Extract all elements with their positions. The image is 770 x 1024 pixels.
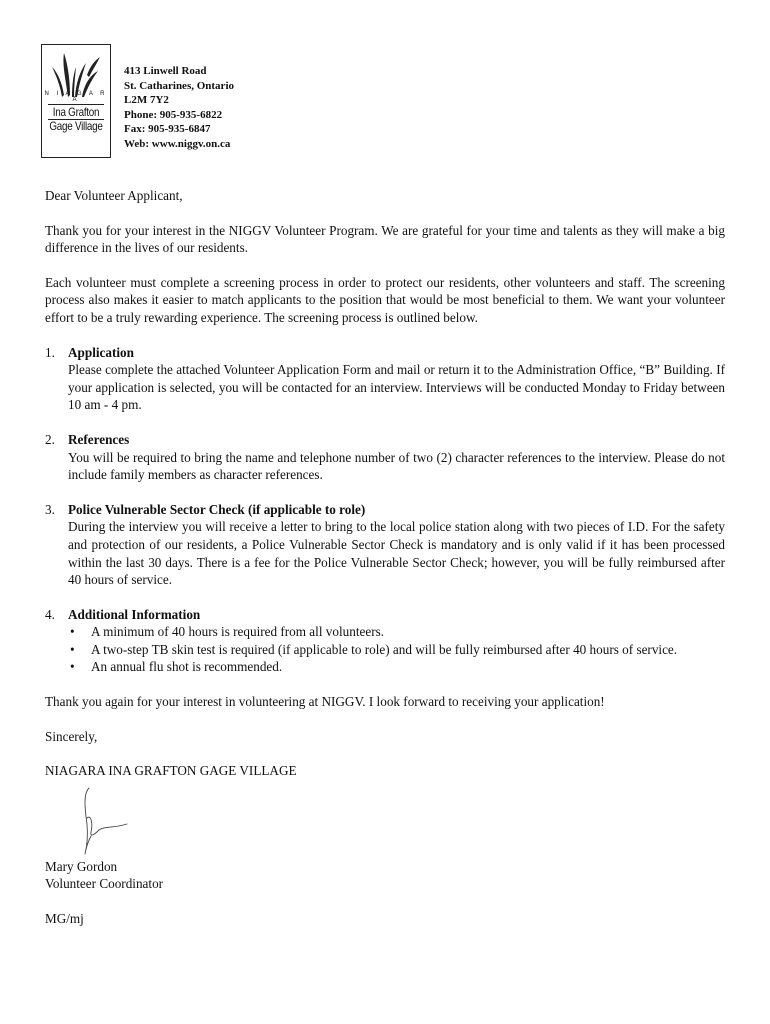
organization-logo xyxy=(41,44,111,158)
signer-name: Mary Gordon xyxy=(45,858,118,874)
logo-line-1: Ina Grafton xyxy=(52,105,100,119)
letterhead-address xyxy=(124,64,234,152)
address-city: St. Catharines, Ontario xyxy=(124,79,234,92)
screening-paragraph: Each volunteer must complete a screening process in order to protect our residents, other volunteers and staff. The screening process also makes it easier to match applicants to the position that would be most beneficial to them. We want your volunteer effort to be a truly rewarding experience. The screening process is outlined below. xyxy=(45,274,725,325)
salutation: Dear Volunteer Applicant, xyxy=(45,188,183,203)
list-item: • An annual flu shot is recommended. xyxy=(68,658,725,676)
step-text: Please complete the attached Volunteer Application Form and mail or return it to the Administration Office, “B” Building. If your application is selected, you will be contacted for an interview. Interviews will be conducted Monday to Friday between 10 am - 4 pm. xyxy=(68,362,725,413)
step-number: 2. xyxy=(45,431,55,447)
address-phone: Phone: 905-935-6822 xyxy=(124,108,223,121)
additional-info-list xyxy=(68,623,725,676)
step-additional-info xyxy=(45,606,725,676)
step-title: Application xyxy=(68,344,134,360)
letter-body xyxy=(45,187,725,928)
address-postal-code: L2M 7Y2 xyxy=(124,94,169,107)
logo-niagara-text: N I A G A R A xyxy=(44,91,108,103)
step-police-check xyxy=(45,501,725,589)
step-title: Additional Information xyxy=(68,606,201,622)
step-title: Police Vulnerable Sector Check (if applicable to role) xyxy=(68,501,366,517)
intro-paragraph: Thank you for your interest in the NIGGV Volunteer Program. We are grateful for your time and talents as they will make a big difference in the lives of our residents. xyxy=(45,222,725,256)
sign-off: Sincerely, xyxy=(45,728,98,744)
step-text: During the interview you will receive a letter to bring to the local police station along with two pieces of I.D. For the safety and protection of our residents, a Police Vulnerable Sector Check is mandatory and is only valid if it has been processed within the last 30 days. There is a fee for the Police Vulnerable Sector Check; however, you will be fully reimbursed after 40 hours of service. xyxy=(68,519,725,588)
step-application xyxy=(45,344,725,414)
step-number: 1. xyxy=(45,344,55,360)
step-number: 3. xyxy=(45,501,55,517)
step-title: References xyxy=(68,431,130,447)
signature xyxy=(45,780,725,858)
step-number: 4. xyxy=(45,606,55,622)
closing-thanks: Thank you again for your interest in volunteering at NIGGV. I look forward to receiving your application! xyxy=(45,694,605,710)
address-fax: Fax: 905-935-6847 xyxy=(124,123,211,136)
address-street: 413 Linwell Road xyxy=(124,65,207,77)
reference-initials: MG/mj xyxy=(45,911,84,927)
address-web: Web: www.niggv.on.ca xyxy=(124,137,231,150)
signer-title: Volunteer Coordinator xyxy=(45,876,164,892)
logo-line-2: Gage Village xyxy=(49,119,103,133)
step-text: You will be required to bring the name and telephone number of two (2) character references to the interview. Please do not include family members as character references. xyxy=(68,449,725,483)
organization-name: NIAGARA INA GRAFTON GAGE VILLAGE xyxy=(45,763,297,779)
list-item: • A minimum of 40 hours is required from all volunteers. xyxy=(68,623,725,641)
step-references xyxy=(45,431,725,484)
list-item: • A two-step TB skin test is required (if applicable to role) and will be fully reimbursed after 40 hours of service. xyxy=(68,641,725,659)
handwritten-signature-icon xyxy=(75,784,165,858)
